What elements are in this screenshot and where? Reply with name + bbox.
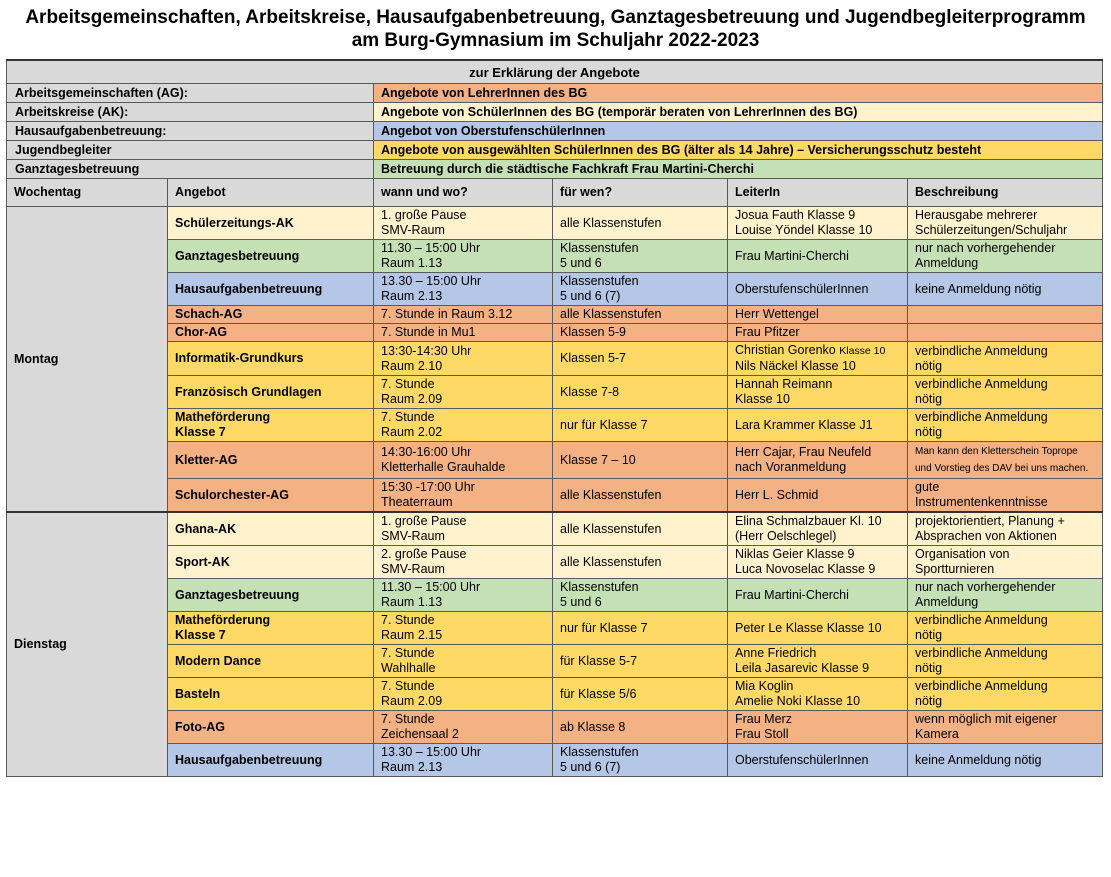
table-row: [7, 612, 1103, 645]
offer-leader: Josua Fauth Klasse 9 Louise Yöndel Klasse 10: [728, 207, 908, 240]
offer-description: verbindliche Anmeldung nötig: [908, 376, 1103, 409]
offer-leader: Frau Merz Frau Stoll: [728, 711, 908, 744]
offer-when-where: 11.30 – 15:00 Uhr Raum 1.13: [374, 579, 553, 612]
offer-leader: Frau Martini-Cherchi: [728, 579, 908, 612]
offer-leader: Mia Koglin Amelie Noki Klasse 10: [728, 678, 908, 711]
offer-description: verbindliche Anmeldung nötig: [908, 612, 1103, 645]
offer-when-where: 15:30 -17:00 Uhr Theaterraum: [374, 479, 553, 513]
offer-audience: für Klasse 5-7: [553, 645, 728, 678]
table-row: [7, 273, 1103, 306]
table-row: [7, 711, 1103, 744]
offer-name: Matheförderung Klasse 7: [168, 409, 374, 442]
offer-description: Herausgabe mehrerer Schülerzeitungen/Schuljahr: [908, 207, 1103, 240]
offer-description: wenn möglich mit eigener Kamera: [908, 711, 1103, 744]
column-header-row: [7, 179, 1103, 207]
offer-description: nur nach vorhergehender Anmeldung: [908, 579, 1103, 612]
legend-label: Arbeitskreise (AK):: [7, 103, 374, 122]
legend-text: Angebote von ausgewählten SchülerInnen des BG (älter als 14 Jahre) – Versicherungsschutz besteht: [374, 141, 1103, 160]
offer-description: keine Anmeldung nötig: [908, 744, 1103, 777]
offer-when-where: 7. Stunde Zeichensaal 2: [374, 711, 553, 744]
column-header: Beschreibung: [908, 179, 1103, 207]
offer-when-where: 7. Stunde in Mu1: [374, 324, 553, 342]
offer-audience: Klasse 7 – 10: [553, 442, 728, 479]
offer-when-where: 7. Stunde in Raum 3.12: [374, 306, 553, 324]
offer-name: Hausaufgabenbetreuung: [168, 744, 374, 777]
offer-description: verbindliche Anmeldung nötig: [908, 678, 1103, 711]
offer-leader: Frau Pfitzer: [728, 324, 908, 342]
table-row: [7, 512, 1103, 546]
offer-audience: Klassenstufen 5 und 6 (7): [553, 273, 728, 306]
offer-audience: Klassen 5-7: [553, 342, 728, 376]
title-line-2: am Burg-Gymnasium im Schuljahr 2022-2023: [351, 30, 760, 51]
offer-audience: nur für Klasse 7: [553, 612, 728, 645]
offer-name: Foto-AG: [168, 711, 374, 744]
offer-when-where: 14:30-16:00 Uhr Kletterhalle Grauhalde: [374, 442, 553, 479]
offer-leader: [728, 342, 908, 376]
offer-leader: Herr L. Schmid: [728, 479, 908, 513]
offer-name: Kletter-AG: [168, 442, 374, 479]
table-row: [7, 324, 1103, 342]
offer-when-where: 7. Stunde Raum 2.09: [374, 376, 553, 409]
offer-leader: Anne Friedrich Leila Jasarevic Klasse 9: [728, 645, 908, 678]
legend-row: [7, 84, 1103, 103]
table-row: [7, 645, 1103, 678]
offer-audience: nur für Klasse 7: [553, 409, 728, 442]
offer-when-where: 13.30 – 15:00 Uhr Raum 2.13: [374, 744, 553, 777]
column-header: Wochentag: [7, 179, 168, 207]
offer-leader: Herr Cajar, Frau Neufeld nach Voranmeldung: [728, 442, 908, 479]
leader-name: Christian Gorenko: [735, 343, 836, 357]
offer-leader: Herr Wettengel: [728, 306, 908, 324]
offer-name: Ghana-AK: [168, 512, 374, 546]
legend-label: Jugendbegleiter: [7, 141, 374, 160]
offer-description: keine Anmeldung nötig: [908, 273, 1103, 306]
offer-audience: Klassenstufen 5 und 6 (7): [553, 744, 728, 777]
offer-audience: alle Klassenstufen: [553, 479, 728, 513]
offer-when-where: 11.30 – 15:00 Uhr Raum 1.13: [374, 240, 553, 273]
offer-name: Modern Dance: [168, 645, 374, 678]
offer-description: verbindliche Anmeldung nötig: [908, 409, 1103, 442]
offer-when-where: 13:30-14:30 Uhr Raum 2.10: [374, 342, 553, 376]
table-row: [7, 579, 1103, 612]
legend-label: Ganztagesbetreuung: [7, 160, 374, 179]
offer-description: gute Instrumentenkenntnisse: [908, 479, 1103, 513]
offer-name: Chor-AG: [168, 324, 374, 342]
offer-when-where: 2. große Pause SMV-Raum: [374, 546, 553, 579]
offer-leader: OberstufenschülerInnen: [728, 744, 908, 777]
offer-audience: ab Klasse 8: [553, 711, 728, 744]
table-row: [7, 342, 1103, 376]
offer-name: Informatik-Grundkurs: [168, 342, 374, 376]
legend-row: [7, 122, 1103, 141]
offer-audience: alle Klassenstufen: [553, 546, 728, 579]
legend-row: [7, 160, 1103, 179]
table-row: [7, 546, 1103, 579]
offer-name: Ganztagesbetreuung: [168, 240, 374, 273]
offer-description: [908, 306, 1103, 324]
table-row: [7, 744, 1103, 777]
offer-name: Französisch Grundlagen: [168, 376, 374, 409]
offer-leader: OberstufenschülerInnen: [728, 273, 908, 306]
legend-heading-row: [7, 60, 1103, 84]
offer-audience: Klassenstufen 5 und 6: [553, 240, 728, 273]
legend-heading: zur Erklärung der Angebote: [7, 60, 1103, 84]
leader-name: Nils Näckel Klasse 10: [735, 359, 856, 373]
column-header: wann und wo?: [374, 179, 553, 207]
legend-label: Hausaufgabenbetreuung:: [7, 122, 374, 141]
title-line-1: Arbeitsgemeinschaften, Arbeitskreise, Hausaufgabenbetreuung, Ganztagesbetreuung und Jugendbegleiterprogramm: [25, 7, 1086, 28]
offer-leader: Frau Martini-Cherchi: [728, 240, 908, 273]
offer-name: Schach-AG: [168, 306, 374, 324]
table-row: [7, 678, 1103, 711]
offer-audience: alle Klassenstufen: [553, 306, 728, 324]
offer-when-where: 1. große Pause SMV-Raum: [374, 512, 553, 546]
day-montag: Montag: [7, 207, 168, 513]
legend-row: [7, 103, 1103, 122]
offer-description: Organisation von Sportturnieren: [908, 546, 1103, 579]
table-row: [7, 306, 1103, 324]
offer-name: Ganztagesbetreuung: [168, 579, 374, 612]
column-header: für wen?: [553, 179, 728, 207]
offer-audience: alle Klassenstufen: [553, 512, 728, 546]
offer-description: verbindliche Anmeldung nötig: [908, 645, 1103, 678]
offer-description: nur nach vorhergehender Anmeldung: [908, 240, 1103, 273]
offer-leader: Peter Le Klasse Klasse 10: [728, 612, 908, 645]
table-row: [7, 479, 1103, 513]
table-row: [7, 442, 1103, 479]
offer-name: Schülerzeitungs-AK: [168, 207, 374, 240]
offer-audience: Klasse 7-8: [553, 376, 728, 409]
offer-when-where: 13.30 – 15:00 Uhr Raum 2.13: [374, 273, 553, 306]
table-row: [7, 240, 1103, 273]
offer-when-where: 7. Stunde Wahlhalle: [374, 645, 553, 678]
offer-audience: für Klasse 5/6: [553, 678, 728, 711]
legend-text: Betreuung durch die städtische Fachkraft Frau Martini-Cherchi: [374, 160, 1103, 179]
offer-audience: Klassen 5-9: [553, 324, 728, 342]
offer-description: verbindliche Anmeldung nötig: [908, 342, 1103, 376]
offer-name: Schulorchester-AG: [168, 479, 374, 513]
column-header: LeiterIn: [728, 179, 908, 207]
offer-name: Matheförderung Klasse 7: [168, 612, 374, 645]
offer-description: [908, 324, 1103, 342]
offer-when-where: 7. Stunde Raum 2.15: [374, 612, 553, 645]
offer-when-where: 7. Stunde Raum 2.02: [374, 409, 553, 442]
offer-audience: Klassenstufen 5 und 6: [553, 579, 728, 612]
offer-description: Man kann den Kletterschein Toprope und Vorstieg des DAV bei uns machen.: [908, 442, 1103, 479]
table-row: [7, 409, 1103, 442]
legend-text: Angebote von SchülerInnen des BG (temporär beraten von LehrerInnen des BG): [374, 103, 1103, 122]
table-row: [7, 376, 1103, 409]
offer-leader: Lara Krammer Klasse J1: [728, 409, 908, 442]
offer-when-where: 1. große Pause SMV-Raum: [374, 207, 553, 240]
offer-name: Sport-AK: [168, 546, 374, 579]
offer-name: Basteln: [168, 678, 374, 711]
offer-audience: alle Klassenstufen: [553, 207, 728, 240]
legend-row: [7, 141, 1103, 160]
legend-label: Arbeitsgemeinschaften (AG):: [7, 84, 374, 103]
offer-name: Hausaufgabenbetreuung: [168, 273, 374, 306]
offers-table: [6, 59, 1103, 777]
column-header: Angebot: [168, 179, 374, 207]
offer-leader: Hannah Reimann Klasse 10: [728, 376, 908, 409]
table-row: [7, 207, 1103, 240]
offer-when-where: 7. Stunde Raum 2.09: [374, 678, 553, 711]
legend-text: Angebote von LehrerInnen des BG: [374, 84, 1103, 103]
legend-text: Angebot von OberstufenschülerInnen: [374, 122, 1103, 141]
leader-class: Klasse 10: [839, 345, 886, 357]
offer-description: projektorientiert, Planung + Absprachen von Aktionen: [908, 512, 1103, 546]
offer-leader: Elina Schmalzbauer Kl. 10 (Herr Oelschlegel): [728, 512, 908, 546]
offer-leader: Niklas Geier Klasse 9 Luca Novoselac Klasse 9: [728, 546, 908, 579]
day-dienstag: Dienstag: [7, 512, 168, 777]
document-title: [0, 0, 1111, 52]
